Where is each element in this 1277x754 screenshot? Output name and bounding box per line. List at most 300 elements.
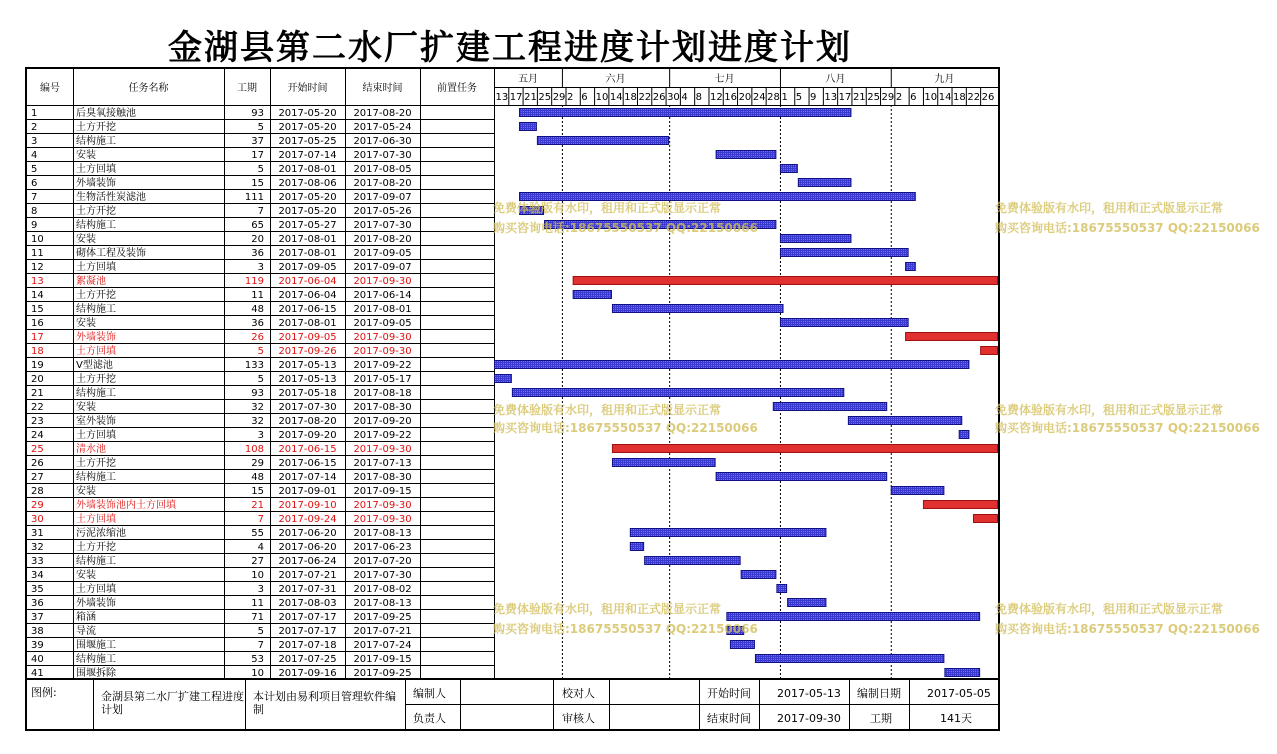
watermark-line1: 免费体验版有水印，租用和正式版显示正常 (493, 602, 722, 616)
start-label: 开始时间 (707, 687, 751, 700)
gantt-chart (27, 69, 998, 680)
day-tick-label: 13 (495, 92, 509, 103)
task-id: 15 (31, 304, 44, 315)
task-id: 7 (31, 192, 38, 203)
task-end: 2017-09-05 (353, 318, 412, 329)
task-id: 21 (31, 388, 44, 399)
task-name: 外墙装饰 (76, 598, 116, 609)
month-label: 六月 (605, 74, 626, 85)
watermark-line2: 购买咨询电话:18675550537 QQ:22150066 (493, 622, 758, 636)
watermark-line1: 免费体验版有水印，租用和正式版显示正常 (995, 403, 1224, 417)
task-bar (495, 375, 512, 383)
task-duration: 93 (251, 388, 264, 399)
task-start: 2017-06-20 (278, 542, 337, 553)
task-start: 2017-08-03 (278, 598, 337, 609)
task-bar (573, 291, 611, 299)
critical-task-bar (973, 515, 997, 523)
task-end: 2017-09-30 (353, 500, 412, 511)
task-start: 2017-08-01 (278, 318, 337, 329)
footer-panel (25, 678, 1000, 731)
page-title: 金湖县第二水厂扩建工程进度计划进度计划 (168, 28, 852, 68)
task-name: 外墙装饰 (76, 332, 116, 343)
task-bar (630, 529, 826, 537)
task-id: 6 (31, 178, 38, 189)
task-id: 24 (31, 430, 44, 441)
task-end: 2017-09-25 (353, 612, 412, 623)
task-bar (780, 249, 908, 257)
watermark-line2: 购买咨询电话:18675550537 QQ:22150066 (493, 421, 758, 435)
critical-task-bar (923, 501, 997, 509)
task-name: 土方开挖 (76, 122, 116, 133)
task-end: 2017-09-30 (353, 276, 412, 287)
task-duration: 5 (257, 122, 264, 133)
task-bar (612, 459, 715, 467)
task-name: 结构施工 (76, 220, 116, 231)
column-header-predecessor: 前置任务 (437, 83, 477, 94)
task-bar (520, 193, 916, 201)
task-end: 2017-08-13 (353, 598, 412, 609)
task-duration: 93 (251, 108, 264, 119)
task-start: 2017-06-24 (278, 556, 337, 567)
task-name: 土方开挖 (76, 458, 116, 469)
task-duration: 32 (251, 416, 264, 427)
task-name: 安装 (76, 318, 96, 329)
task-start: 2017-07-31 (278, 584, 337, 595)
day-tick-label: 28 (767, 92, 780, 103)
task-start: 2017-05-20 (278, 192, 337, 203)
task-duration: 15 (251, 178, 264, 189)
task-bar (512, 389, 843, 397)
task-end: 2017-06-23 (353, 542, 412, 553)
task-id: 4 (31, 150, 38, 161)
task-end: 2017-08-20 (353, 108, 412, 119)
task-name: 结构施工 (76, 388, 116, 399)
task-name: 砌体工程及装饰 (76, 248, 146, 259)
task-id: 39 (31, 640, 44, 651)
task-name: 清水池 (76, 444, 106, 455)
task-id: 40 (31, 654, 44, 665)
day-tick-label: 4 (681, 92, 688, 103)
task-name: 箱涵 (76, 612, 96, 623)
footer-grid (23, 678, 998, 731)
task-start: 2017-07-21 (278, 570, 337, 581)
task-bar (773, 403, 886, 411)
task-bar (520, 123, 537, 131)
task-duration: 37 (251, 136, 264, 147)
task-id: 27 (31, 472, 44, 483)
task-duration: 4 (257, 542, 264, 553)
task-end: 2017-09-05 (353, 248, 412, 259)
task-name: 结构施工 (76, 136, 116, 147)
watermark-line2: 购买咨询电话:18675550537 QQ:22150066 (995, 421, 1260, 435)
task-name: 结构施工 (76, 556, 116, 567)
watermark-line2: 购买咨询电话:18675550537 QQ:22150066 (995, 221, 1260, 235)
task-bar (891, 487, 944, 495)
task-start: 2017-07-17 (278, 612, 337, 623)
task-start: 2017-09-20 (278, 430, 337, 441)
task-id: 2 (31, 122, 38, 133)
task-id: 19 (31, 360, 44, 371)
task-bar (545, 221, 776, 229)
task-end: 2017-07-13 (353, 458, 412, 469)
task-id: 30 (31, 514, 44, 525)
watermark-line1: 免费体验版有水印，租用和正式版显示正常 (493, 403, 722, 417)
task-id: 35 (31, 584, 44, 595)
task-duration: 71 (251, 612, 264, 623)
task-name: 后臭氧接触池 (76, 108, 136, 119)
prepared-date-value: 2017-05-05 (927, 686, 991, 700)
day-tick-label: 14 (938, 92, 952, 103)
task-bar (848, 417, 961, 425)
day-tick-label: 30 (667, 92, 680, 103)
task-id: 31 (31, 528, 44, 539)
task-name: 土方回填 (76, 164, 116, 175)
task-start: 2017-05-20 (278, 206, 337, 217)
task-name: 导流 (76, 626, 96, 637)
task-id: 22 (31, 402, 44, 413)
day-tick-label: 2 (895, 92, 903, 103)
task-bar (612, 305, 783, 313)
task-start: 2017-08-06 (278, 178, 337, 189)
day-tick-label: 25 (867, 92, 880, 103)
task-end: 2017-09-07 (353, 192, 412, 203)
task-start: 2017-06-15 (278, 458, 337, 469)
task-bar (645, 557, 741, 565)
day-tick-label: 26 (981, 92, 995, 103)
task-name: 土方回填 (76, 430, 116, 441)
day-tick-label: 8 (695, 92, 703, 103)
critical-task-bar (981, 347, 998, 355)
task-end: 2017-09-30 (353, 346, 412, 357)
task-end: 2017-09-07 (353, 262, 412, 273)
task-start: 2017-06-04 (278, 290, 337, 301)
task-name: 土方回填 (76, 262, 116, 273)
task-end: 2017-08-13 (353, 528, 412, 539)
task-duration: 27 (251, 556, 264, 567)
day-tick-label: 21 (524, 92, 537, 103)
task-name: 土方回填 (76, 514, 116, 525)
day-tick-label: 24 (752, 92, 766, 103)
task-end: 2017-09-22 (353, 430, 412, 441)
task-id: 28 (31, 486, 44, 497)
task-bar (520, 207, 544, 215)
day-tick-label: 18 (953, 92, 966, 103)
task-start: 2017-05-20 (278, 108, 337, 119)
task-name: 外墙装饰池内土方回填 (76, 500, 176, 511)
task-name: 生物活性炭滤池 (76, 192, 146, 203)
task-bar (780, 319, 908, 327)
task-name: 安装 (76, 234, 96, 245)
task-duration: 65 (251, 220, 264, 231)
task-name: 室外装饰 (76, 416, 116, 427)
day-tick-label: 18 (624, 92, 637, 103)
column-header-name: 任务名称 (128, 83, 169, 94)
task-start: 2017-08-20 (278, 416, 337, 427)
task-bar (716, 151, 776, 159)
footer-software-note: 本计划由易利项目管理软件编制 (253, 690, 396, 716)
task-name: 结构施工 (76, 654, 116, 665)
reviewed-by-label: 审核人 (562, 712, 595, 725)
column-header-id: 编号 (40, 83, 60, 94)
task-duration: 133 (244, 360, 264, 371)
prepared-date-label: 编制日期 (857, 687, 901, 700)
column-header-end: 结束时间 (362, 83, 403, 94)
task-id: 20 (31, 374, 44, 385)
task-id: 12 (31, 262, 44, 273)
task-duration: 7 (257, 640, 264, 651)
task-start: 2017-05-13 (278, 374, 337, 385)
task-id: 23 (31, 416, 44, 427)
task-duration: 21 (251, 500, 264, 511)
day-tick-label: 22 (638, 92, 652, 103)
task-id: 8 (31, 206, 38, 217)
task-name: 土方开挖 (76, 542, 116, 553)
task-duration: 111 (244, 192, 264, 203)
task-name: 絮凝池 (76, 276, 106, 287)
task-id: 34 (31, 570, 44, 581)
task-duration: 36 (251, 318, 264, 329)
month-label: 七月 (714, 74, 735, 85)
task-bar (959, 431, 969, 439)
task-end: 2017-08-20 (353, 234, 412, 245)
task-end: 2017-09-20 (353, 416, 412, 427)
task-end: 2017-09-30 (353, 514, 412, 525)
task-end: 2017-07-30 (353, 220, 412, 231)
task-name: 土方开挖 (76, 206, 116, 217)
task-name: 安装 (76, 150, 96, 161)
task-id: 3 (31, 136, 38, 147)
task-bar (780, 235, 850, 243)
task-end: 2017-07-30 (353, 570, 412, 581)
task-end: 2017-06-30 (353, 136, 412, 147)
task-start: 2017-05-20 (278, 122, 337, 133)
task-duration: 48 (251, 304, 264, 315)
prepared-by-label: 编制人 (413, 687, 446, 700)
task-duration: 7 (257, 206, 264, 217)
month-label: 五月 (517, 74, 538, 85)
task-end: 2017-08-30 (353, 402, 412, 413)
duration-value: 141天 (940, 712, 972, 725)
task-start: 2017-06-15 (278, 444, 337, 455)
task-duration: 5 (257, 374, 264, 385)
task-bar (906, 263, 916, 271)
day-tick-label: 2 (566, 92, 574, 103)
task-bar (777, 585, 787, 593)
task-name: 土方开挖 (76, 374, 116, 385)
task-start: 2017-07-25 (278, 654, 337, 665)
task-duration: 5 (257, 164, 264, 175)
day-tick-label: 6 (581, 92, 588, 103)
task-start: 2017-09-01 (278, 486, 337, 497)
task-end: 2017-05-24 (353, 122, 412, 133)
task-end: 2017-07-20 (353, 556, 412, 567)
task-bar (945, 669, 980, 677)
legend-label: 图例: (31, 686, 57, 699)
day-tick-label: 26 (652, 92, 666, 103)
task-duration: 29 (251, 458, 264, 469)
task-start: 2017-08-01 (278, 234, 337, 245)
task-id: 36 (31, 598, 44, 609)
responsible-label: 负责人 (413, 712, 446, 725)
task-bar (741, 571, 776, 579)
task-id: 32 (31, 542, 44, 553)
task-id: 25 (31, 444, 44, 455)
day-tick-label: 16 (724, 92, 738, 103)
task-bar (537, 137, 668, 145)
task-start: 2017-08-01 (278, 248, 337, 259)
watermark-line2: 购买咨询电话:18675550537 QQ:22150066 (995, 622, 1260, 636)
task-name: 安装 (76, 486, 96, 497)
task-id: 26 (31, 458, 44, 469)
task-end: 2017-09-15 (353, 486, 412, 497)
checked-by-label: 校对人 (562, 687, 595, 700)
task-start: 2017-06-20 (278, 528, 337, 539)
task-bar (495, 361, 969, 369)
task-name: 外墙装饰 (76, 178, 116, 189)
task-bar (730, 641, 754, 649)
task-end: 2017-08-02 (353, 584, 412, 595)
day-tick-label: 17 (838, 92, 852, 103)
day-tick-label: 13 (824, 92, 838, 103)
task-name: 围堰施工 (76, 640, 116, 651)
task-name: 结构施工 (76, 304, 116, 315)
task-duration: 11 (251, 290, 264, 301)
day-tick-label: 6 (910, 92, 917, 103)
task-name: 围堰拆除 (76, 668, 116, 679)
task-bar (727, 613, 980, 621)
month-label: 八月 (825, 74, 846, 85)
task-name: V型滤池 (76, 360, 113, 371)
day-tick-label: 17 (509, 92, 523, 103)
watermark-line1: 免费体验版有水印，租用和正式版显示正常 (995, 201, 1224, 215)
task-start: 2017-09-05 (278, 262, 337, 273)
task-bar (716, 473, 887, 481)
task-end: 2017-07-30 (353, 150, 412, 161)
task-id: 1 (31, 108, 38, 119)
task-start: 2017-05-13 (278, 360, 337, 371)
gantt-frame (25, 67, 1000, 731)
start-value: 2017-05-13 (777, 686, 841, 700)
watermark-line1: 免费体验版有水印，租用和正式版显示正常 (995, 602, 1224, 616)
task-name: 安装 (76, 402, 96, 413)
task-start: 2017-09-24 (278, 514, 337, 525)
task-start: 2017-07-14 (278, 472, 337, 483)
task-start: 2017-07-30 (278, 402, 337, 413)
task-start: 2017-09-10 (278, 500, 337, 511)
task-duration: 15 (251, 486, 264, 497)
task-duration: 55 (251, 528, 264, 539)
task-id: 18 (31, 346, 44, 357)
task-duration: 5 (257, 346, 264, 357)
critical-task-bar (573, 277, 997, 285)
footer-project-name: 金湖县第二水厂扩建工程进度计划 (101, 690, 244, 716)
task-start: 2017-05-25 (278, 136, 337, 147)
task-duration: 7 (257, 514, 264, 525)
task-name: 土方回填 (76, 584, 116, 595)
task-name: 污泥浓缩池 (76, 528, 126, 539)
task-end: 2017-08-01 (353, 304, 412, 315)
task-start: 2017-08-01 (278, 164, 337, 175)
day-tick-label: 29 (881, 92, 895, 103)
task-end: 2017-06-14 (353, 290, 412, 301)
day-tick-label: 21 (852, 92, 866, 103)
task-start: 2017-06-15 (278, 304, 337, 315)
task-start: 2017-05-18 (278, 388, 337, 399)
task-duration: 36 (251, 248, 264, 259)
task-start: 2017-06-04 (278, 276, 337, 287)
task-duration: 10 (251, 570, 264, 581)
task-id: 14 (31, 290, 44, 301)
task-id: 11 (31, 248, 44, 259)
task-bar (727, 627, 744, 635)
day-tick-label: 5 (795, 92, 803, 103)
watermark-line1: 免费体验版有水印，租用和正式版显示正常 (493, 201, 722, 215)
task-bar (520, 109, 851, 117)
task-id: 13 (31, 276, 44, 287)
task-id: 16 (31, 318, 44, 329)
task-duration: 48 (251, 472, 264, 483)
critical-task-bar (906, 333, 998, 341)
task-id: 33 (31, 556, 44, 567)
task-end: 2017-07-21 (353, 626, 412, 637)
task-start: 2017-07-14 (278, 150, 337, 161)
task-name: 土方开挖 (76, 290, 116, 301)
day-tick-label: 25 (538, 92, 552, 103)
task-duration: 26 (251, 332, 264, 343)
column-header-duration: 工期 (237, 83, 257, 94)
task-id: 10 (31, 234, 44, 245)
task-duration: 17 (251, 150, 264, 161)
task-duration: 119 (244, 276, 264, 287)
task-duration: 53 (251, 654, 264, 665)
duration-label: 工期 (870, 712, 892, 725)
task-end: 2017-07-24 (353, 640, 412, 651)
month-label: 九月 (934, 74, 955, 85)
day-tick-label: 22 (967, 92, 981, 103)
day-tick-label: 1 (781, 92, 788, 103)
task-bar (755, 655, 943, 663)
critical-task-bar (612, 445, 997, 453)
task-start: 2017-05-27 (278, 220, 337, 231)
task-duration: 5 (257, 626, 264, 637)
task-end: 2017-08-18 (353, 388, 412, 399)
task-end: 2017-09-15 (353, 654, 412, 665)
task-id: 5 (31, 164, 38, 175)
task-end: 2017-09-22 (353, 360, 412, 371)
task-name: 结构施工 (76, 472, 116, 483)
task-bar (788, 599, 826, 607)
day-tick-label: 14 (609, 92, 623, 103)
end-label: 结束时间 (707, 712, 751, 725)
task-start: 2017-07-17 (278, 626, 337, 637)
day-tick-label: 9 (810, 92, 817, 103)
task-name: 土方回填 (76, 346, 116, 357)
task-start: 2017-09-26 (278, 346, 337, 357)
task-duration: 3 (257, 584, 264, 595)
day-tick-label: 10 (924, 92, 938, 103)
task-end: 2017-09-25 (353, 668, 412, 679)
task-bar (780, 165, 797, 173)
task-id: 29 (31, 500, 44, 511)
watermark-line2: 购买咨询电话:18675550537 QQ:22150066 (493, 221, 758, 235)
task-duration: 32 (251, 402, 264, 413)
day-tick-label: 20 (738, 92, 752, 103)
task-duration: 3 (257, 262, 264, 273)
task-duration: 3 (257, 430, 264, 441)
day-tick-label: 12 (709, 92, 723, 103)
task-id: 9 (31, 220, 38, 231)
task-id: 41 (31, 668, 44, 679)
